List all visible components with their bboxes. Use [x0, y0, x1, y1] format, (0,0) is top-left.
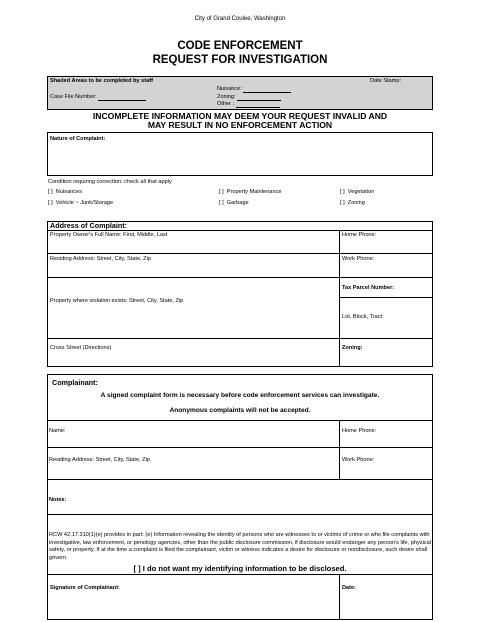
staff-shaded-area [47, 76, 433, 110]
staff-other[interactable] [217, 101, 280, 108]
option-property-maintenance[interactable] [219, 189, 282, 196]
nuisance-label: Nuisance: [217, 86, 242, 92]
option-vegetation-label: Vegetation [347, 189, 375, 195]
tax-parcel-field[interactable] [340, 278, 432, 297]
address-zoning-field[interactable] [340, 339, 432, 366]
staff-nuisance[interactable] [217, 86, 291, 93]
signature-field[interactable] [48, 575, 339, 619]
date-label: Date: [342, 585, 356, 591]
option-nuisances[interactable] [48, 189, 82, 196]
complainant-name-field[interactable] [48, 421, 339, 447]
cross-street-label: Cross Street (Directions) [50, 345, 112, 351]
warning-line-2: MAY RESULT IN NO ENFORCEMENT ACTION [147, 120, 333, 130]
owner-name-label: Property Owner's Full Name: First, Middle, Last [50, 232, 168, 238]
owner-address-field[interactable] [48, 254, 339, 277]
owner-work-phone-label: Work Phone: [342, 256, 375, 262]
rcw-disclosure-text: RCW 42.17.310(1)(e) provides in part: (e) Information revealing the identity of persons who are witnesses to or victims of crime or who file complaints with investigative, law enforcement, or penology agencies, other than the public disclosure commission, if disclosure would endanger any person's life, physical safety, or property. If at the time a complaint is filed the complainant, victim or witness indicates a desire for disclosure or nondisclosure, such desire shall govern. [49, 532, 431, 562]
option-zoning[interactable] [340, 200, 365, 207]
date-field[interactable] [340, 575, 432, 619]
owner-name-field[interactable] [48, 231, 339, 253]
option-vehicle-junk-label: Vehicle ~ Junk/Storage [55, 200, 114, 206]
complainant-home-phone-field[interactable] [340, 421, 432, 447]
complainant-work-phone-label: Work Phone: [342, 457, 375, 463]
option-garbage[interactable] [219, 200, 249, 207]
nondisclosure-checkbox[interactable]: [ ] I do not want my identifying information to be disclosed. [133, 564, 347, 573]
checkbox-vegetation[interactable]: [ ] [340, 189, 345, 195]
option-zoning-label: Zoning [347, 200, 365, 206]
city-name: City of Grand Coulee, Washington [194, 16, 286, 22]
staff-shaded-label: Shaded Areas to be completed by staff [50, 78, 153, 84]
complainant-address-field[interactable] [48, 448, 339, 479]
option-vehicle-junk[interactable] [48, 200, 113, 207]
staff-zoning-label: Zoning: [217, 94, 236, 100]
option-vegetation[interactable] [340, 189, 374, 196]
checkbox-property-maintenance[interactable]: [ ] [219, 189, 224, 195]
signed-complaint-notice: A signed complaint form is necessary before code enforcement services can investigate. [100, 392, 380, 399]
address-zoning-label: Zoning: [342, 345, 363, 351]
checkbox-vehicle-junk[interactable]: [ ] [48, 200, 53, 206]
case-file-label: Case File Number: [50, 94, 97, 100]
owner-home-phone-field[interactable] [340, 231, 432, 253]
complainant-home-phone-label: Home Phone: [342, 428, 377, 434]
signature-label: Signature of Complainant: [50, 585, 120, 591]
violation-address-label: Property where violation exists: Street, City, State, Zip [50, 298, 184, 304]
form-subtitle: REQUEST FOR INVESTIGATION [152, 54, 328, 66]
nature-of-complaint-label: Nature of Complaint: [50, 136, 106, 142]
complainant-work-phone-field[interactable] [340, 448, 432, 479]
option-property-maintenance-label: Property Maintenance [226, 189, 282, 195]
warning-line-1: INCOMPLETE INFORMATION MAY DEEM YOUR REQUEST INVALID AND [92, 111, 388, 121]
complainant-section [47, 374, 433, 620]
owner-home-phone-label: Home Phone: [342, 232, 377, 238]
form-title: CODE ENFORCEMENT [177, 40, 303, 52]
owner-work-phone-field[interactable] [340, 254, 432, 277]
staff-other-label: Other : [217, 101, 235, 107]
complainant-heading: Complainant: [52, 378, 98, 387]
nature-of-complaint-field[interactable] [47, 132, 433, 176]
condition-label: Condition requiring correction: check all that apply [48, 179, 172, 185]
cross-street-field[interactable] [48, 339, 339, 366]
complainant-name-label: Name: [49, 428, 66, 434]
anonymous-notice: Anonymous complaints will not be accepted. [169, 407, 311, 414]
tax-parcel-label: Tax Parcel Number: [342, 285, 395, 291]
notes-field[interactable] [48, 480, 432, 514]
lot-block-label: Lot, Block, Tract: [342, 314, 384, 320]
lot-block-field[interactable] [340, 298, 432, 338]
option-nuisances-label: Nuisances [55, 189, 82, 195]
notes-label: Notes: [49, 497, 67, 503]
owner-address-label: Residing Address: Street, City, State, Zip [50, 256, 151, 262]
option-garbage-label: Garbage [226, 200, 249, 206]
violation-address-field[interactable] [48, 278, 339, 338]
case-file-number[interactable] [50, 94, 146, 101]
checkbox-garbage[interactable]: [ ] [219, 200, 224, 206]
checkbox-nuisances[interactable]: [ ] [48, 189, 53, 195]
checkbox-zoning[interactable]: [ ] [340, 200, 345, 206]
date-stamp-label: Date Stamp: [370, 78, 402, 84]
address-of-complaint-table [47, 221, 433, 367]
complainant-address-label: Residing Address: Street, City, State, Zip [49, 457, 150, 463]
staff-zoning[interactable] [217, 94, 281, 101]
address-heading: Address of Complaint: [50, 221, 128, 230]
